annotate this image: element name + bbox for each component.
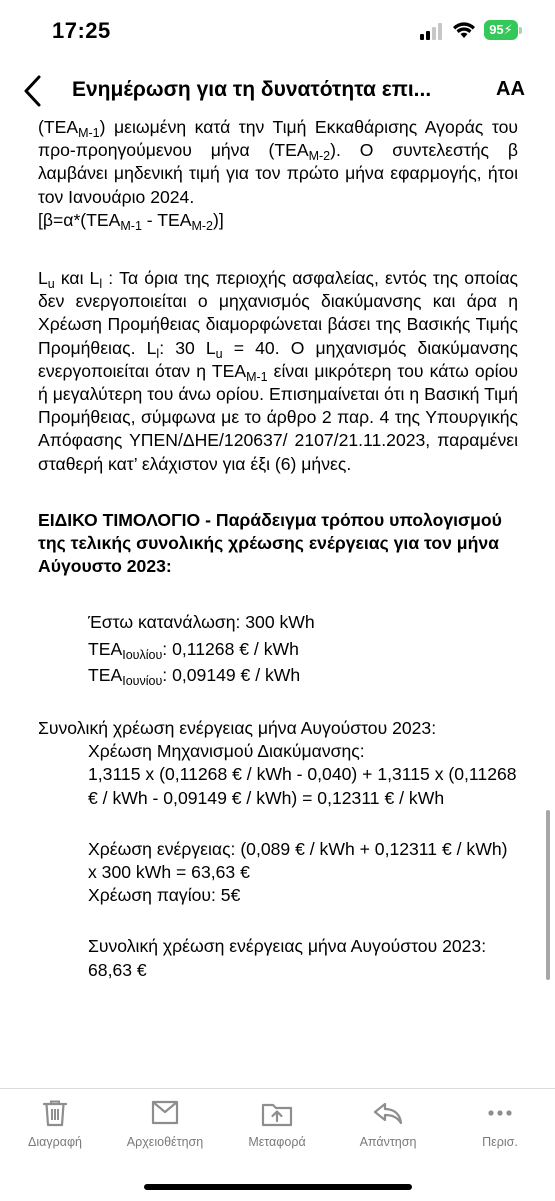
subscript: u (47, 277, 55, 292)
text-size-icon[interactable]: AA (496, 78, 525, 100)
text-segment: είναι μικρότερη του κάτω ορίου ή μεγαλύτερη του άνω ορίου. Επισημαίνεται ότι η Βασική Τιμή Προμήθειας, σύμφωνα με το άρθρο 2 παρ. 4 της Υπουργικής Απόφασης ΥΠΕΝ/ΔΗΕ/120637/ 2107/21.11.2023, παραμένει σταθερή κατ’ ελάχιστον για έξι (6) μήνες. (38, 360, 518, 474)
status-bar (0, 0, 555, 64)
text-segment: : 0,11268 € / kWh (162, 638, 299, 659)
text-segment: : Τα όρια της περιοχής ασφαλείας, εντός της οποίας δεν ενεργοποιείται ο μηχανισμός διακύμανσης και άρα η Χρέωση Προμήθειας διαμορφώνεται βάσει της Βασικής Τιμής Προμήθειας. L (38, 268, 518, 358)
subscript: Μ-1 (120, 218, 142, 233)
archive-button[interactable] (110, 1099, 220, 1149)
text-segment: ) μειωμένη κατά την Τιμή Εκκαθάρισης Αγοράς του προ-προηγούμενου μήνα (ΤΕΑ (38, 117, 518, 161)
battery-tip (519, 27, 522, 34)
text-segment: L (38, 268, 48, 289)
archive-icon (150, 1099, 180, 1127)
move-folder-icon (261, 1099, 293, 1127)
subscript: l (156, 346, 160, 361)
text-segment: ΤΕΑ (88, 638, 123, 659)
subscript: Μ-2 (308, 149, 331, 164)
subscript: Ιουλίου (122, 647, 163, 662)
delete-label: Διαγραφή (28, 1135, 82, 1149)
move-button[interactable] (222, 1099, 332, 1149)
fixed-charge-line: Χρέωση παγίου: 5€ (88, 885, 241, 906)
battery-level: 95 (489, 22, 504, 37)
energy-charge-line: Χρέωση ενέργειας: (0,089 € / kWh + 0,12311 € / kWh) x 300 kWh = 63,63 € (88, 838, 508, 883)
home-indicator[interactable] (144, 1184, 412, 1190)
special-tariff-heading: ΕΙΔΙΚΟ ΤΙΜΟΛΟΓΙΟ - Παράδειγμα τρόπου υπολογισμού της τελικής συνολικής χρέωσης ενέργειας για τον μήνα Αύγουστο 2023: (38, 509, 502, 577)
text-segment: (ΤΕΑ (38, 117, 79, 137)
message-body (38, 116, 518, 1088)
wifi-icon (452, 20, 476, 40)
text-segment: )] (213, 209, 224, 230)
signal-icon (420, 22, 446, 40)
reply-button[interactable] (333, 1099, 443, 1149)
scrollbar[interactable] (546, 810, 550, 980)
mechanism-formula: 1,3115 x (0,11268 € / kWh - 0,040) + 1,3115 x (0,11268 € / kWh - 0,09149 € / kWh) = 0,12311 € / kWh (88, 764, 517, 808)
subscript: Μ-1 (246, 369, 268, 384)
text-segment: ). Ο συντελεστής β λαμβάνει μηδενική τιμή για τον πρώτο μήνα εφαρμογής, ήτοι τον Ιανουάριο 2024. (38, 140, 518, 207)
chevron-left-icon[interactable] (20, 74, 46, 108)
battery-charging-icon: 95⚡ (484, 20, 518, 40)
more-label: Περισ. (482, 1135, 518, 1149)
paragraph-safety-limits (38, 267, 518, 476)
reply-icon (372, 1099, 404, 1127)
text-segment: ΤΕΑ (88, 664, 123, 685)
message-subject-title: Ενημέρωση για τη δυνατότητα επι... (72, 78, 432, 101)
mechanism-label: Χρέωση Μηχανισμού Διακύμανσης: (88, 741, 365, 762)
archive-label: Αρχειοθέτηση (126, 1135, 204, 1149)
beta-formula (38, 209, 518, 232)
subscript: Ιουνίου (122, 673, 163, 688)
text-segment: = 40. Ο μηχανισμός διακύμανσης ενεργοποιείται όταν η ΤΕΑ (38, 337, 518, 381)
subscript: u (215, 346, 223, 361)
text-segment: : 30 L (159, 337, 216, 358)
more-icon (485, 1099, 515, 1127)
delete-button[interactable] (0, 1099, 110, 1149)
subscript: l (99, 277, 103, 292)
more-button[interactable] (445, 1099, 555, 1149)
paragraph-beta-coefficient (38, 116, 518, 209)
tea-july-line (38, 638, 518, 661)
status-time: 17:25 (52, 18, 111, 43)
text-segment: και L (54, 268, 100, 289)
move-label: Μεταφορά (248, 1135, 306, 1149)
total-charge-line: Συνολική χρέωση ενέργειας μήνα Αυγούστου 2023: 68,63 € (88, 936, 487, 980)
reply-label: Απάντηση (359, 1135, 417, 1149)
total-charge-heading: Συνολική χρέωση ενέργειας μήνα Αυγούστου 2023: (38, 718, 437, 739)
consumption-line: Έστω κατανάλωση: 300 kWh (88, 612, 315, 633)
subscript: Μ-1 (78, 126, 100, 140)
tea-june-line (38, 664, 518, 687)
text-segment: : 0,09149 € / kWh (162, 664, 301, 685)
nav-bar (0, 64, 555, 116)
subscript: Μ-2 (191, 218, 213, 233)
text-segment: [β=α*(ΤΕΑ (38, 209, 121, 230)
trash-icon (42, 1099, 68, 1127)
text-segment: - ΤΕΑ (141, 209, 192, 230)
